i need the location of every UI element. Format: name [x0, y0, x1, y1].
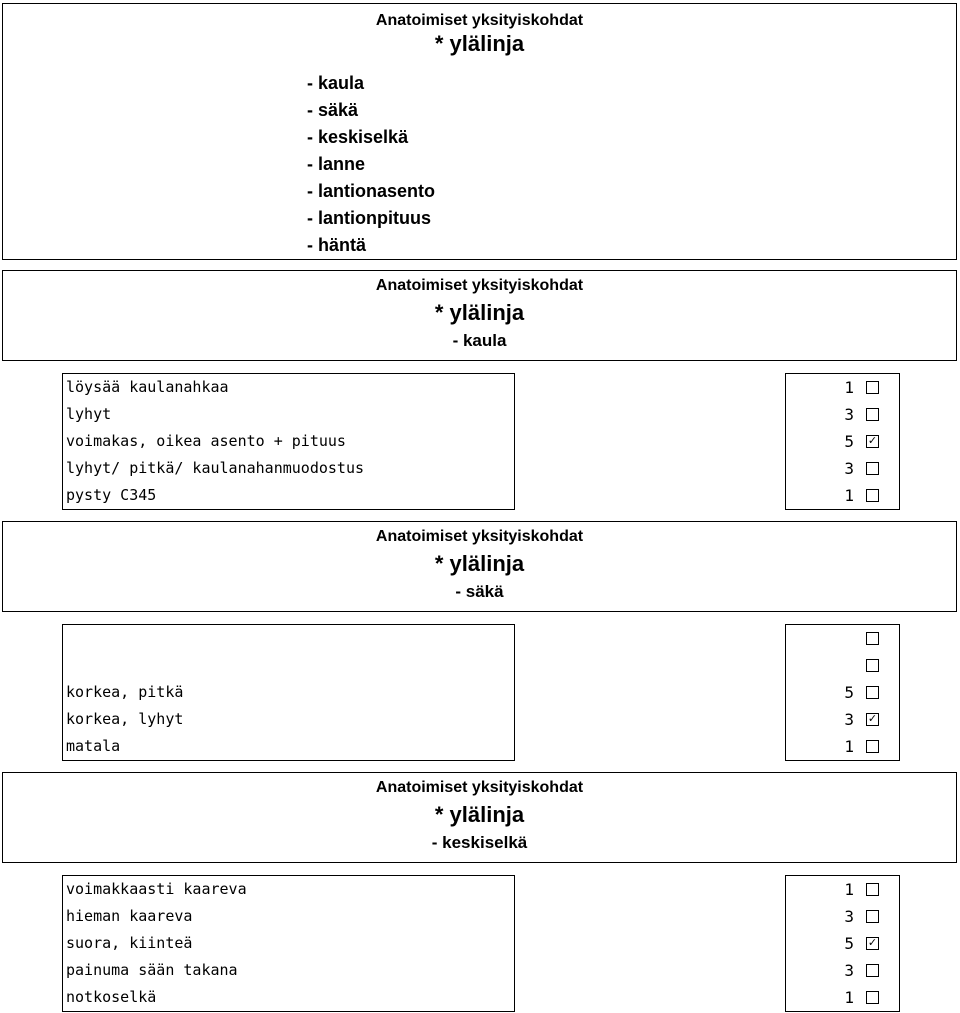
score-value: 5	[844, 683, 854, 702]
toc-item: - lantionasento	[307, 181, 436, 201]
toc-item: - keskiselkä	[307, 127, 409, 147]
table-row	[63, 428, 514, 455]
table-row	[63, 706, 514, 733]
checkbox[interactable]: ✓	[867, 713, 878, 725]
score-row	[786, 652, 899, 679]
criteria-label: voimakas, oikea asento + pituus	[66, 432, 346, 450]
score-value: 1	[844, 737, 854, 756]
checkbox[interactable]	[866, 632, 879, 645]
section-subtitle: * ylälinja	[434, 802, 525, 827]
criteria-table-kaula	[62, 373, 515, 510]
table-row	[63, 401, 514, 428]
criteria-label: painuma sään takana	[66, 961, 238, 979]
toc-item: - säkä	[307, 100, 359, 120]
criteria-label: suora, kiinteä	[66, 934, 193, 952]
checkbox[interactable]: ✓	[867, 937, 878, 949]
criteria-label: notkoselkä	[66, 988, 157, 1006]
score-row	[786, 706, 899, 733]
table-row	[63, 679, 514, 706]
score-table-saka	[785, 624, 900, 761]
header-subtitle: * ylälinja	[434, 31, 525, 56]
criteria-label: lyhyt/ pitkä/ kaulanahanmuodostus	[66, 459, 365, 477]
table-row	[63, 374, 514, 401]
checkbox[interactable]	[866, 964, 879, 977]
score-value: 1	[844, 988, 854, 1007]
toc-item: - kaula	[307, 73, 365, 93]
score-row	[786, 428, 899, 455]
criteria-label: hieman kaareva	[66, 907, 193, 925]
checkbox[interactable]	[866, 462, 879, 475]
header-box-main	[2, 3, 957, 260]
score-value: 5	[844, 432, 854, 451]
score-row	[786, 401, 899, 428]
criteria-table-keskiselka	[62, 875, 515, 1012]
score-value: 1	[844, 378, 854, 397]
score-row	[786, 984, 899, 1011]
table-row	[63, 652, 514, 679]
criteria-label: lyhyt	[66, 405, 112, 423]
toc-list	[307, 70, 435, 259]
criteria-label: korkea, pitkä	[66, 683, 184, 701]
score-row	[786, 625, 899, 652]
checkbox[interactable]	[866, 740, 879, 753]
criteria-label: pysty C345	[66, 486, 157, 504]
score-value: 1	[844, 486, 854, 505]
score-value: 3	[844, 907, 854, 926]
section-subtitle: * ylälinja	[434, 551, 525, 576]
score-row	[786, 679, 899, 706]
score-row	[786, 903, 899, 930]
checkbox[interactable]: ✓	[867, 435, 878, 447]
section-header-saka	[2, 521, 957, 612]
section-title: Anatoimiset yksityiskohdat	[375, 277, 584, 294]
section-subtitle: * ylälinja	[434, 300, 525, 325]
checkbox[interactable]	[866, 408, 879, 421]
table-row	[63, 930, 514, 957]
table-row	[63, 733, 514, 760]
toc-item: - häntä	[307, 235, 367, 255]
score-value: 3	[844, 405, 854, 424]
checkbox[interactable]	[866, 883, 879, 896]
section-name: - keskiselkä	[431, 833, 528, 852]
score-row	[786, 957, 899, 984]
toc-item: - lantionpituus	[307, 208, 431, 228]
section-header-kaula	[2, 270, 957, 361]
score-row	[786, 930, 899, 957]
checkbox[interactable]	[866, 991, 879, 1004]
score-row	[786, 876, 899, 903]
score-row	[786, 482, 899, 509]
criteria-label	[63, 629, 66, 647]
score-table-keskiselka	[785, 875, 900, 1012]
score-value: 3	[844, 961, 854, 980]
section-header-keskiselka	[2, 772, 957, 863]
score-value: 3	[844, 710, 854, 729]
score-value: 3	[844, 459, 854, 478]
section-name: - kaula	[452, 331, 507, 350]
score-value: 5	[844, 934, 854, 953]
criteria-label: voimakkaasti kaareva	[66, 880, 247, 898]
table-row	[63, 625, 514, 652]
table-row	[63, 876, 514, 903]
checkbox[interactable]	[866, 910, 879, 923]
score-row	[786, 733, 899, 760]
score-row	[786, 374, 899, 401]
table-row	[63, 903, 514, 930]
toc-item: - lanne	[307, 154, 366, 174]
section-title: Anatoimiset yksityiskohdat	[375, 779, 584, 796]
checkbox[interactable]	[866, 659, 879, 672]
table-row	[63, 984, 514, 1011]
score-row	[786, 455, 899, 482]
section-name: - säkä	[455, 582, 504, 601]
header-title: Anatoimiset yksityiskohdat	[375, 12, 584, 29]
criteria-label: korkea, lyhyt	[66, 710, 184, 728]
criteria-table-saka	[62, 624, 515, 761]
section-title: Anatoimiset yksityiskohdat	[375, 528, 584, 545]
score-value: 1	[844, 880, 854, 899]
table-row	[63, 957, 514, 984]
table-row	[63, 455, 514, 482]
checkbox[interactable]	[866, 686, 879, 699]
criteria-label	[63, 656, 66, 674]
checkbox[interactable]	[866, 381, 879, 394]
score-table-kaula	[785, 373, 900, 510]
criteria-label: matala	[66, 737, 121, 755]
checkbox[interactable]	[866, 489, 879, 502]
criteria-label: löysää kaulanahkaa	[66, 378, 229, 396]
table-row	[63, 482, 514, 509]
